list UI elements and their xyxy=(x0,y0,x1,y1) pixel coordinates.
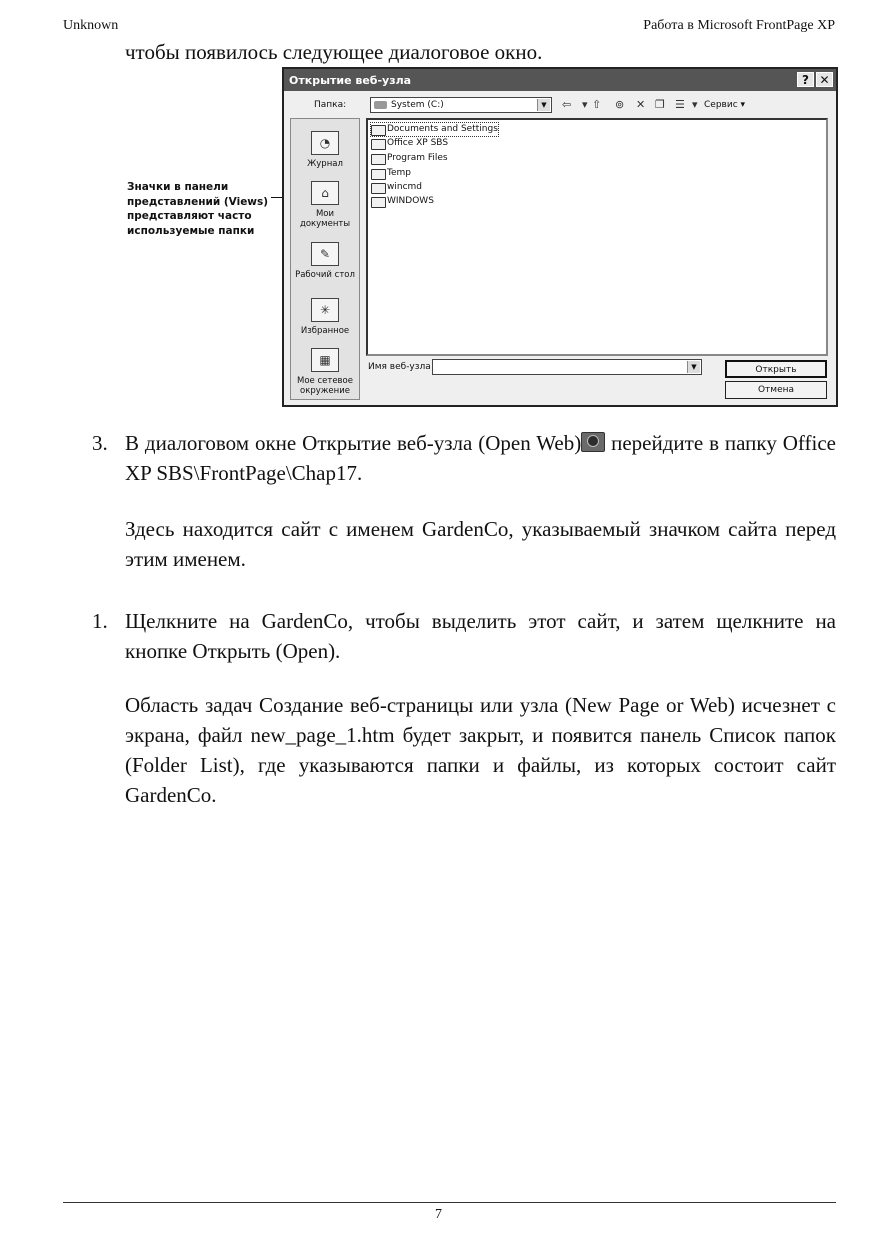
folder-item[interactable]: Program Files xyxy=(371,152,448,165)
chevron-down-icon[interactable]: ▾ xyxy=(692,98,698,111)
step-note: Здесь находится сайт с именем GardenCo, указываемый значком сайта перед этим именем. xyxy=(125,517,836,571)
step-text xyxy=(125,428,836,488)
dialog-titlebar xyxy=(284,69,836,91)
footer-rule xyxy=(63,1202,836,1203)
open-web-icon xyxy=(581,432,605,452)
step-number: 1. xyxy=(92,609,108,633)
place-my-documents[interactable] xyxy=(291,181,359,229)
folder-label: Папка: xyxy=(314,100,347,110)
desktop-icon: ✎ xyxy=(311,242,339,266)
open-web-dialog xyxy=(282,67,838,407)
folder-item[interactable]: wincmd xyxy=(371,181,422,194)
place-label: Избранное xyxy=(300,326,350,336)
step-number: 3. xyxy=(92,431,108,455)
figure-callout: Значки в панели представлений (Views) представляют часто используемые папки xyxy=(127,181,269,237)
network-icon: ▦ xyxy=(311,348,339,372)
place-label: Журнал xyxy=(307,159,343,169)
dialog-figure xyxy=(125,67,836,405)
folder-item[interactable]: WINDOWS xyxy=(371,195,434,208)
place-label: Мои документы xyxy=(299,209,351,229)
history-icon: ◔ xyxy=(311,131,339,155)
step-note: Область задач Создание веб-страницы или узла (New Page or Web) исчезнет с экрана, файл new_page_1.htm будет закрыт, и появится панель Список папок (Folder List), где указываются папки и файлы, из которых состоит сайт GardenCo. xyxy=(125,693,836,807)
views-icon[interactable]: ☰ xyxy=(675,98,685,111)
close-button[interactable]: ✕ xyxy=(816,72,833,87)
step-text: Щелкните на GardenCo, чтобы выделить этот сайт, и затем щелкните на кнопке Открыть (Open). xyxy=(125,609,836,663)
step-text-part: перейдите в папку Office XP SBS\FrontPage\Chap17. xyxy=(125,431,836,485)
running-header-left: Unknown xyxy=(63,18,119,33)
running-header-right: Работа в Microsoft FrontPage XP xyxy=(643,18,835,33)
open-button[interactable]: Открыть xyxy=(725,360,827,378)
dialog-title: Открытие веб-узла xyxy=(289,73,412,87)
dialog-toolbar xyxy=(284,95,836,117)
site-name-label: Имя веб-узла xyxy=(368,362,431,372)
up-folder-icon[interactable]: ⇧ xyxy=(592,98,602,111)
chevron-down-icon[interactable]: ▾ xyxy=(582,98,588,111)
tools-menu[interactable]: Сервис ▾ xyxy=(704,100,746,110)
folder-item[interactable]: Documents and Settings xyxy=(371,123,498,136)
folder-combo-value: System (C:) xyxy=(391,100,444,110)
chevron-down-icon[interactable]: ▼ xyxy=(537,99,550,111)
step-text-part: В диалоговом окне Открытие веб-узла (Open Web) xyxy=(125,431,582,455)
place-history[interactable] xyxy=(291,131,359,169)
place-label: Рабочий стол xyxy=(295,270,355,280)
page-number: 7 xyxy=(435,1207,442,1222)
cancel-button[interactable]: Отмена xyxy=(725,381,827,399)
favorites-icon: ✳ xyxy=(311,298,339,322)
search-web-icon[interactable]: ⊚ xyxy=(615,98,625,111)
place-label: Мое сетевое окружение xyxy=(297,376,353,396)
place-desktop[interactable] xyxy=(291,242,359,280)
my-documents-icon: ⌂ xyxy=(311,181,339,205)
back-icon[interactable]: ⇦ xyxy=(562,98,572,111)
intro-text: чтобы появилось следующее диалоговое окно. xyxy=(125,40,543,64)
delete-icon[interactable]: ✕ xyxy=(636,98,646,111)
drive-icon xyxy=(374,101,387,109)
chevron-down-icon[interactable]: ▼ xyxy=(687,361,700,373)
places-bar xyxy=(290,118,360,400)
help-button[interactable]: ? xyxy=(797,72,814,87)
file-list[interactable] xyxy=(366,118,828,356)
folder-item[interactable]: Office XP SBS xyxy=(371,137,448,150)
new-folder-icon[interactable]: ❐ xyxy=(655,98,665,111)
place-favorites[interactable] xyxy=(291,298,359,336)
folder-item[interactable]: Temp xyxy=(371,167,411,180)
folder-combo[interactable] xyxy=(370,97,552,113)
site-name-input[interactable] xyxy=(432,359,702,375)
place-network[interactable] xyxy=(291,348,359,396)
